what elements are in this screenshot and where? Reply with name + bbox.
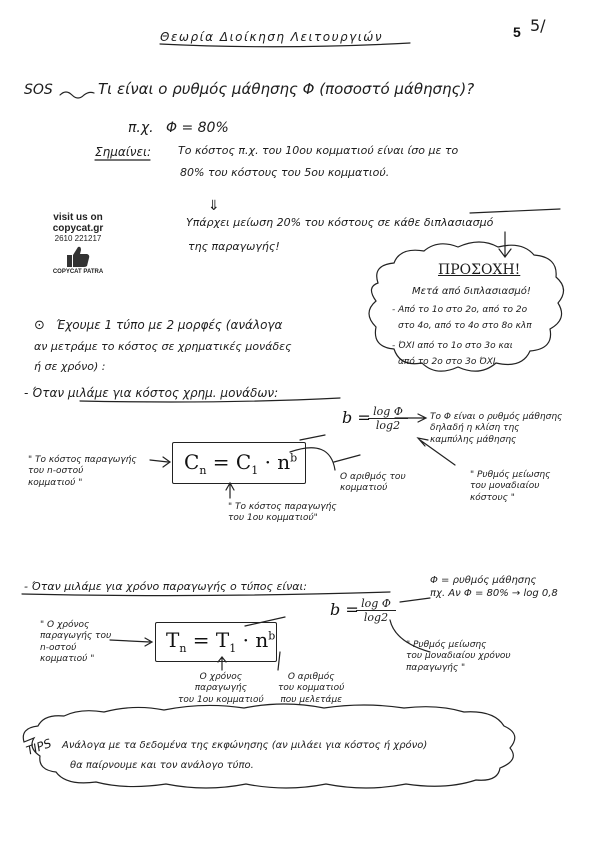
- formula-lhs: T: [166, 628, 180, 652]
- question-text: Τι είναι ο ρυθμός μάθησης Φ (ποσοστό μάθησης)?: [98, 80, 475, 98]
- formula-exp: b: [268, 629, 276, 643]
- cost-formula: $C_n = C_1 \cdot n^b$: [184, 450, 298, 477]
- therefore-arrow: ⇓: [208, 198, 220, 214]
- types-intro-3: ή σε χρόνο) :: [34, 360, 106, 373]
- formula-rhs-sub: 1: [251, 464, 259, 477]
- attention-line-2: - Από το 1ο στο 2ο, από το 2ο: [392, 305, 528, 315]
- means-line-2: 80% του κόστους του 5ου κομματιού.: [180, 166, 390, 179]
- thumbs-up-icon: [65, 245, 91, 269]
- attention-title: ΠΡΟΣΟΧΗ!: [438, 262, 521, 278]
- ad-brand: COPYCAT PATRA: [52, 269, 104, 275]
- cost-b-den: log2: [375, 419, 401, 432]
- cost-b-label: b =: [342, 408, 371, 427]
- attention-arrow: [499, 232, 511, 257]
- cost-note-phi: Το Φ είναι ο ρυθμός μάθησης δηλαδή η κλίση της καμπύλης μάθησης: [430, 412, 563, 445]
- cost-note-rate: " Ρυθμός μείωσης του μοναδιαίου κόστους ": [470, 470, 551, 503]
- time-b-fraction: [356, 597, 396, 624]
- reduction-line-1: Υπάρχει μείωση 20% του κόστους σε κάθε διπλασιασμό: [186, 216, 494, 229]
- time-formula: $T_n = T_1 \cdot n^b$: [166, 628, 276, 655]
- time-note-number: Ο αριθμός του κομματιού που μελετάμε: [278, 672, 345, 705]
- time-b-label: b =: [330, 600, 359, 619]
- formula-rhs: C: [235, 450, 252, 474]
- cost-note-left: " Το κόστος παραγωγής του n-οστού κομματιού ": [28, 455, 137, 488]
- time-note-phi: Φ = ρυθμός μάθησης πχ. Αν Φ = 80% → log 0,8: [430, 575, 558, 599]
- formula-lhs-sub: n: [199, 464, 207, 477]
- attention-line-5: από το 2ο στο 3ο ΌΧΙ: [398, 357, 496, 367]
- example-prefix: π.χ.: [128, 120, 154, 136]
- time-note-rate: " Ρυθμός μείωσης του μοναδιαίου χρόνου παραγωγής ": [406, 640, 511, 673]
- formula-lhs-sub: n: [179, 642, 187, 655]
- formula-lhs: C: [184, 450, 200, 474]
- cost-note-number: Ο αριθμός του κομματιού: [340, 472, 406, 494]
- time-note-left: " Ο χρόνος παραγωγής του n-οστού κομματιού ": [40, 620, 112, 664]
- cost-note-first: " Το κόστος παραγωγής του 1ου κομματιού": [228, 502, 337, 524]
- tips-line-1: Ανάλογα με τα δεδομένα της εκφώνησης (αν μιλάει για κόστος ή χρόνο): [62, 740, 428, 751]
- time-b-num: log Φ: [356, 597, 396, 611]
- formula-exp: b: [290, 451, 298, 465]
- time-note-first: Ο χρόνος παραγωγής του 1ου κομματιού: [178, 672, 264, 705]
- tips-label: TIPS: [24, 736, 54, 758]
- means-label: Σημαίνει:: [95, 145, 152, 159]
- formula-n: n: [255, 628, 269, 652]
- bullet-icon: ⊙: [34, 318, 45, 333]
- ad-line-2: copycat.gr: [52, 223, 104, 234]
- cost-b-num: log Φ: [368, 405, 408, 419]
- formula-rhs-sub: 1: [229, 642, 237, 655]
- formula-rhs: T: [215, 628, 230, 652]
- sos-arrow: [60, 92, 94, 98]
- formula-n: n: [277, 450, 291, 474]
- attention-line-1: Μετά από διπλασιασμό!: [412, 286, 531, 297]
- reduction-line-2: της παραγωγής!: [188, 240, 280, 253]
- types-intro-2: αν μετράμε το κόστος σε χρηματικές μονάδες: [34, 340, 292, 353]
- sos-label: SOS: [24, 82, 53, 98]
- example-value: Φ = 80%: [166, 120, 229, 136]
- means-line-1: Το κόστος π.χ. του 10ου κομματιού είναι ίσο με το: [178, 144, 459, 157]
- cost-heading: - Όταν μιλάμε για κόστος χρημ. μονάδων:: [24, 386, 279, 400]
- ad-phone: 2610 221217: [54, 234, 102, 243]
- types-intro-1: Έχουμε 1 τύπο με 2 μορφές (ανάλογα: [56, 318, 283, 332]
- cost-b-fraction: [368, 405, 408, 432]
- page-title: Θεωρία Διοίκηση Λειτουργιών: [160, 30, 384, 44]
- time-b-den: log2: [363, 611, 389, 624]
- time-heading: - Όταν μιλάμε για χρόνο παραγωγής ο τύπος είναι:: [24, 580, 307, 593]
- attention-line-4: - ΌΧΙ από το 1ο στο 3ο και: [392, 341, 513, 351]
- attention-line-3: στο 4ο, από το 4ο στο 8ο κλπ: [398, 321, 532, 331]
- page-number-handwritten: 5/: [530, 16, 546, 35]
- copycat-ad: [40, 212, 116, 275]
- page-number: 5: [513, 24, 521, 40]
- tips-line-2: θα παίρνουμε και τον ανάλογο τύπο.: [70, 760, 254, 771]
- ad-line-1: visit us on: [53, 212, 103, 223]
